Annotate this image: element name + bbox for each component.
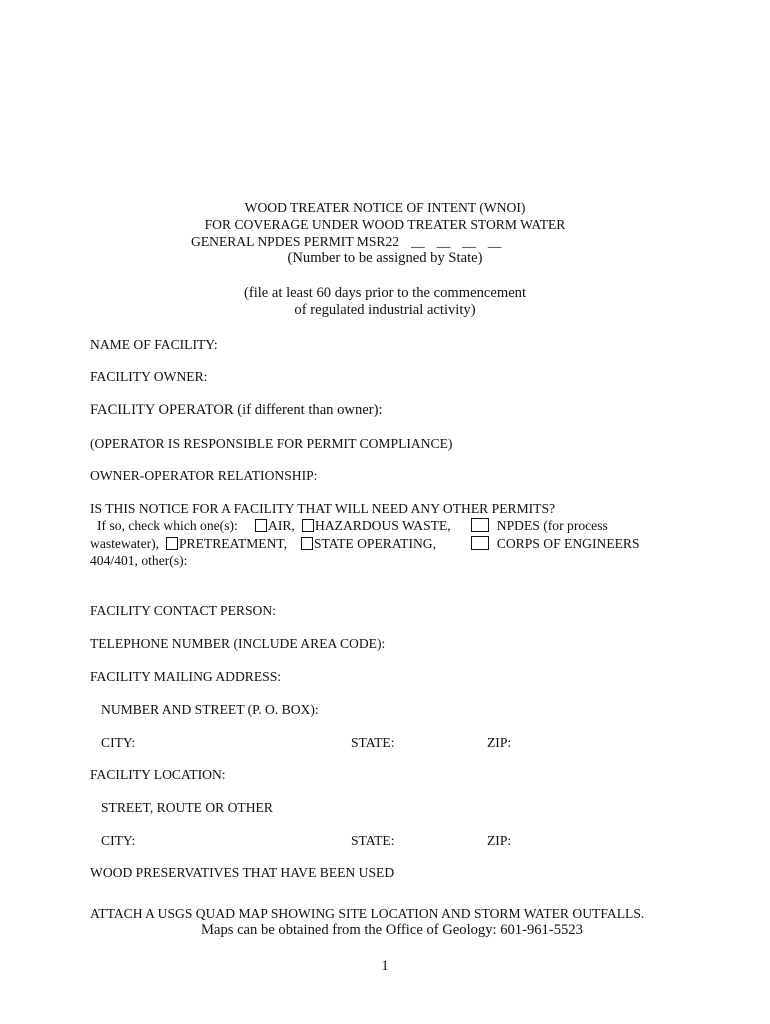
hazardous-waste-label: HAZARDOUS WASTE, <box>315 518 451 533</box>
location-state-label: STATE: <box>351 833 395 848</box>
corps-checkbox[interactable] <box>471 536 489 550</box>
contact-person-label: FACILITY CONTACT PERSON: <box>90 603 276 618</box>
facility-location-label: FACILITY LOCATION: <box>90 767 226 782</box>
filing-note-line-2: of regulated industrial activity) <box>294 302 476 318</box>
permit-option-state-operating[interactable] <box>301 536 436 552</box>
air-checkbox[interactable] <box>255 519 267 532</box>
corps-label: CORPS OF ENGINEERS <box>496 536 640 551</box>
facility-name-label: NAME OF FACILITY: <box>90 337 218 352</box>
number-street-label: NUMBER AND STREET (P. O. BOX): <box>101 702 319 717</box>
permit-option-npdes[interactable] <box>471 518 608 534</box>
permit-option-corps[interactable] <box>471 536 640 552</box>
permit-option-pretreatment[interactable] <box>166 536 287 552</box>
mailing-state-label: STATE: <box>351 735 395 750</box>
title-line-1: WOOD TREATER NOTICE OF INTENT (WNOI) <box>244 200 526 215</box>
permit-number-blanks[interactable]: __ __ __ __ <box>411 234 502 249</box>
title-line-3 <box>191 234 501 250</box>
facility-owner-label: FACILITY OWNER: <box>90 369 208 384</box>
npdes-checkbox[interactable] <box>471 518 489 532</box>
facility-operator-label: FACILITY OPERATOR (if different than owner): <box>90 402 383 418</box>
wastewater-label: wastewater), <box>90 536 160 551</box>
title-line-2: FOR COVERAGE UNDER WOOD TREATER STORM WATER <box>204 217 566 232</box>
filing-note-line-1: (file at least 60 days prior to the commencement <box>243 285 527 301</box>
npdes-label: NPDES (for process <box>496 518 608 533</box>
hazardous-waste-checkbox[interactable] <box>302 519 314 532</box>
owner-operator-relationship-label: OWNER-OPERATOR RELATIONSHIP: <box>90 468 318 483</box>
check-prompt: If so, check which one(s): <box>97 518 238 533</box>
office-of-geology-note: Maps can be obtained from the Office of Geology: 601-961-5523 <box>201 922 583 938</box>
pretreatment-checkbox[interactable] <box>166 537 178 550</box>
mailing-address-label: FACILITY MAILING ADDRESS: <box>90 669 282 684</box>
page-number: 1 <box>381 958 389 974</box>
operator-responsibility-note: (OPERATOR IS RESPONSIBLE FOR PERMIT COMPLIANCE) <box>90 436 453 451</box>
mailing-zip-label: ZIP: <box>487 735 512 750</box>
location-street-label: STREET, ROUTE OR OTHER <box>101 800 273 815</box>
pretreatment-label: PRETREATMENT, <box>179 536 288 551</box>
state-operating-checkbox[interactable] <box>301 537 313 550</box>
attach-map-instruction: ATTACH A USGS QUAD MAP SHOWING SITE LOCATION AND STORM WATER OUTFALLS. <box>90 906 645 921</box>
wood-preservatives-label: WOOD PRESERVATIVES THAT HAVE BEEN USED <box>90 865 395 880</box>
other-permits-question: IS THIS NOTICE FOR A FACILITY THAT WILL NEED ANY OTHER PERMITS? <box>90 501 556 516</box>
mailing-city-label: CITY: <box>101 735 136 750</box>
other-permits-label: 404/401, other(s): <box>90 553 188 568</box>
permit-option-hazardous-waste[interactable] <box>302 518 451 534</box>
permit-option-air[interactable] <box>255 518 295 534</box>
permit-number-label: GENERAL NPDES PERMIT MSR22 <box>191 234 400 249</box>
telephone-label: TELEPHONE NUMBER (INCLUDE AREA CODE): <box>90 636 386 651</box>
location-zip-label: ZIP: <box>487 833 512 848</box>
air-label: AIR, <box>268 518 295 533</box>
location-city-label: CITY: <box>101 833 136 848</box>
state-operating-label: STATE OPERATING, <box>314 536 437 551</box>
title-line-4: (Number to be assigned by State) <box>287 250 483 266</box>
